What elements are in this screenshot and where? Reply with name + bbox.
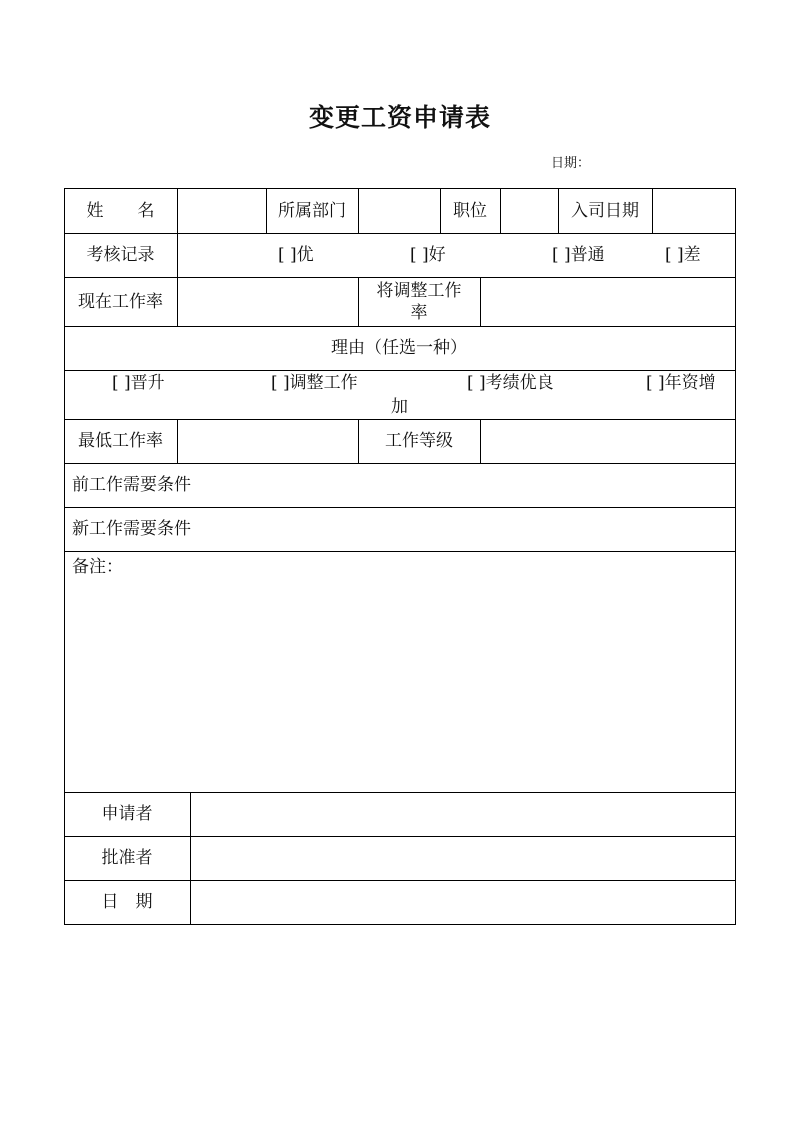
reason-header: 理由（任选一种） bbox=[331, 338, 467, 358]
name-field[interactable] bbox=[177, 188, 266, 233]
remarks-area[interactable] bbox=[64, 580, 734, 790]
prev-job-requirements: 前工作需要条件 bbox=[72, 475, 191, 495]
assessment-option-good[interactable]: [ ]好 bbox=[410, 245, 446, 265]
min-rate-field[interactable] bbox=[177, 419, 358, 463]
row-divider bbox=[64, 370, 735, 371]
assessment-label: 考核记录 bbox=[86, 245, 155, 265]
min-rate-label: 最低工作率 bbox=[78, 431, 163, 451]
reason-option-seniority-wrap: 加 bbox=[391, 397, 408, 417]
current-rate-field[interactable] bbox=[177, 277, 358, 326]
dept-field[interactable] bbox=[358, 188, 440, 233]
name-label: 姓 名 bbox=[86, 200, 155, 221]
col-divider bbox=[177, 233, 178, 277]
current-rate-label: 现在工作率 bbox=[78, 291, 163, 312]
assessment-option-poor[interactable]: [ ]差 bbox=[665, 245, 701, 265]
position-label: 职位 bbox=[453, 200, 487, 221]
assessment-option-average[interactable]: [ ]普通 bbox=[552, 245, 605, 265]
date-label: 日期： bbox=[551, 156, 591, 171]
planned-rate-label bbox=[358, 277, 480, 326]
planned-rate-field[interactable] bbox=[480, 277, 734, 326]
job-grade-field[interactable] bbox=[480, 419, 734, 463]
signoff-date-field[interactable] bbox=[190, 880, 734, 924]
position-field[interactable] bbox=[500, 188, 558, 233]
assessment-option-excellent[interactable]: [ ]优 bbox=[278, 245, 314, 265]
approver-field[interactable] bbox=[190, 836, 734, 880]
row-divider bbox=[64, 551, 735, 552]
remarks-label: 备注： bbox=[72, 557, 123, 577]
hire-date-label: 入司日期 bbox=[571, 200, 639, 221]
reason-option-seniority[interactable]: [ ]年资增 bbox=[646, 373, 716, 393]
form-title: 变更工资申请表 bbox=[308, 103, 491, 132]
signoff-date-label: 日 期 bbox=[101, 892, 153, 912]
approver-label: 批准者 bbox=[101, 848, 153, 868]
applicant-label: 申请者 bbox=[101, 804, 153, 824]
reason-option-performance[interactable]: [ ]考绩优良 bbox=[467, 373, 554, 393]
reason-option-promotion[interactable]: [ ]晋升 bbox=[112, 373, 165, 393]
dept-label: 所属部门 bbox=[278, 200, 346, 221]
applicant-field[interactable] bbox=[190, 792, 734, 836]
salary-change-form bbox=[64, 188, 736, 925]
new-job-requirements: 新工作需要条件 bbox=[72, 519, 191, 539]
job-grade-label: 工作等级 bbox=[385, 431, 453, 451]
planned-rate-label-line2: 率 bbox=[410, 302, 428, 323]
hire-date-field[interactable] bbox=[652, 188, 734, 233]
planned-rate-label-line1: 将调整工作 bbox=[376, 280, 462, 301]
reason-option-job-adjustment[interactable]: [ ]调整工作 bbox=[271, 373, 358, 393]
